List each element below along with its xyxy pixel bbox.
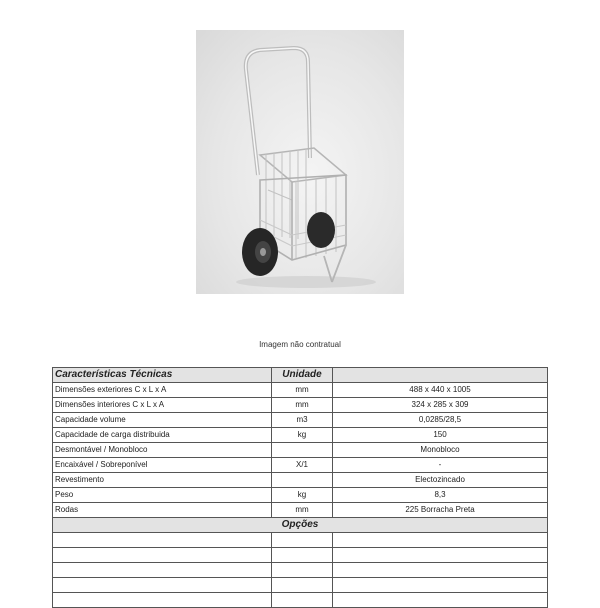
empty-cell xyxy=(333,533,548,548)
row-feature: Capacidade volume xyxy=(53,413,272,428)
row-value: 488 x 440 x 1005 xyxy=(333,383,548,398)
header-value xyxy=(333,368,548,383)
row-feature: Dimensões exteriores C x L x A xyxy=(53,383,272,398)
options-row xyxy=(53,563,548,578)
empty-cell xyxy=(272,563,333,578)
row-feature: Desmontável / Monobloco xyxy=(53,443,272,458)
row-feature: Revestimento xyxy=(53,473,272,488)
options-header-row xyxy=(53,518,548,533)
row-value: 8,3 xyxy=(333,488,548,503)
empty-cell xyxy=(272,533,333,548)
row-value: - xyxy=(333,458,548,473)
row-value: 225 Borracha Preta xyxy=(333,503,548,518)
row-feature: Peso xyxy=(53,488,272,503)
empty-cell xyxy=(333,578,548,593)
table-header-row xyxy=(53,368,548,383)
empty-cell xyxy=(53,548,272,563)
empty-cell xyxy=(53,578,272,593)
empty-cell xyxy=(333,563,548,578)
empty-cell xyxy=(53,563,272,578)
row-unit xyxy=(272,443,333,458)
options-row xyxy=(53,593,548,608)
header-unit: Unidade xyxy=(272,368,333,383)
product-photo xyxy=(196,30,404,294)
row-unit: mm xyxy=(272,503,333,518)
table-row xyxy=(53,413,548,428)
header-features: Características Técnicas xyxy=(53,368,272,383)
empty-cell xyxy=(53,533,272,548)
table-row xyxy=(53,383,548,398)
empty-cell xyxy=(272,593,333,608)
row-value: 150 xyxy=(333,428,548,443)
row-feature: Rodas xyxy=(53,503,272,518)
row-value: Electozincado xyxy=(333,473,548,488)
table-row xyxy=(53,398,548,413)
row-value: 324 x 285 x 309 xyxy=(333,398,548,413)
empty-cell xyxy=(272,578,333,593)
empty-cell xyxy=(333,548,548,563)
options-row xyxy=(53,533,548,548)
options-row xyxy=(53,578,548,593)
row-unit: kg xyxy=(272,488,333,503)
row-feature: Capacidade de carga distribuida xyxy=(53,428,272,443)
table-row xyxy=(53,503,548,518)
row-unit: kg xyxy=(272,428,333,443)
row-unit: X/1 xyxy=(272,458,333,473)
table-row xyxy=(53,443,548,458)
empty-cell xyxy=(333,593,548,608)
table-row xyxy=(53,428,548,443)
empty-cell xyxy=(53,593,272,608)
options-title: Opções xyxy=(53,518,548,533)
empty-cell xyxy=(272,548,333,563)
row-feature: Encaixável / Sobreponível xyxy=(53,458,272,473)
options-row xyxy=(53,548,548,563)
row-unit: m3 xyxy=(272,413,333,428)
row-value: Monobloco xyxy=(333,443,548,458)
row-unit: mm xyxy=(272,398,333,413)
table-row xyxy=(53,488,548,503)
specifications-table xyxy=(52,367,548,608)
table-row xyxy=(53,458,548,473)
row-unit xyxy=(272,473,333,488)
image-disclaimer: Imagem não contratual xyxy=(259,340,341,349)
row-feature: Dimensões interiores C x L x A xyxy=(53,398,272,413)
row-value: 0,0285/28,5 xyxy=(333,413,548,428)
table-row xyxy=(53,473,548,488)
trolley-illustration xyxy=(196,30,404,294)
row-unit: mm xyxy=(272,383,333,398)
